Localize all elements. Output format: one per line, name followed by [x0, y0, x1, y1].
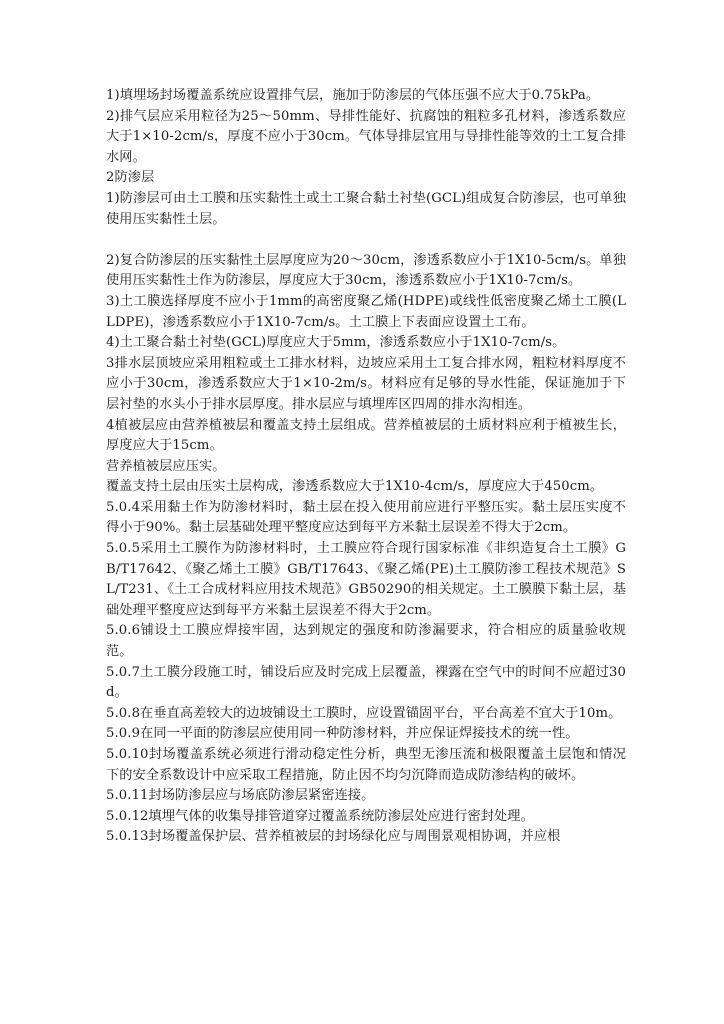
section-heading-impermeable-layer: 2防渗层 [106, 170, 155, 186]
paragraph-impermeable-composition: 1)防渗层可由土工膜和压实黏性土或土工聚合黏土衬垫(GCL)组成复合防渗层，也可单独使用压实黏性土层。 [106, 190, 626, 227]
paragraph-support-soil-layer: 覆盖支持土层由压实土层构成，渗透系数应大于1X10-4cm/s，厚度应大于450cm。 [106, 479, 604, 495]
paragraph-exhaust-layer-material: 2)排气层应采用粒径为25～50mm、导排性能好、抗腐蚀的粗粒多孔材料，渗透系数应大于1×10-2cm/s，厚度不应小于30cm。气体导排层宜用与导排性能等效的土工复合排水网。 [106, 108, 626, 165]
paragraph-5-0-7: 5.0.7土工膜分段施工时，铺设后应及时完成上层覆盖，裸露在空气中的时间不应超过30d。 [106, 664, 626, 701]
paragraph-vegetation-layer: 4植被层应由营养植被层和覆盖支持土层组成。营养植被层的土质材料应利于植被生长，厚度应大于15cm。 [106, 417, 626, 454]
paragraph-5-0-8: 5.0.8在垂直高差较大的边坡铺设土工膜时，应设置锚固平台，平台高差不宜大于10m。 [106, 705, 622, 721]
paragraph-5-0-12: 5.0.12填埋气体的收集导排管道穿过覆盖系统防渗层处应进行密封处理。 [106, 808, 534, 824]
document-body [106, 86, 626, 848]
paragraph-drainage-layer: 3排水层顶坡应采用粗粒或土工排水材料，边坡应采用土工复合排水网，粗粒材料厚度不应小于30cm，渗透系数应大于1×10-2m/s。材料应有足够的导水性能，保证施加于下层衬垫的水头小于排水层厚度。排水层应与填埋库区四周的排水沟相连。 [106, 355, 626, 412]
paragraph-exhaust-layer-pressure: 1)填埋场封场覆盖系统应设置排气层，施加于防渗层的气体压强不应大于0.75kPa。 [106, 88, 600, 103]
paragraph-5-0-4: 5.0.4采用黏土作为防渗材料时，黏土层在投入使用前应进行平整压实。黏土层压实度不得小于90%。黏土层基础处理平整度应达到每平方米黏土层误差不得大于2cm。 [106, 499, 626, 536]
paragraph-5-0-13: 5.0.13封场覆盖保护层、营养植被层的封场绿化应与周围景观相协调，并应根 [106, 829, 561, 845]
paragraph-5-0-6: 5.0.6铺设土工膜应焊接牢固，达到规定的强度和防渗漏要求，符合相应的质量验收规范。 [106, 623, 626, 660]
paragraph-5-0-10: 5.0.10封场覆盖系统必须进行滑动稳定性分析，典型无渗压流和极限覆盖土层饱和情况下的安全系数设计中应采取工程措施，防止因不均匀沉降而造成防渗结构的破坏。 [106, 747, 626, 783]
paragraph-geomembrane-selection: 3)土工膜选择厚度不应小于1mm的高密度聚乙烯(HDPE)或线性低密度聚乙烯土工膜(LLDPE)，渗透系数应小于1X10-7cm/s。土工膜上下表面应设置土工布。 [106, 293, 626, 330]
blank-line [106, 230, 626, 251]
paragraph-clay-layer-thickness: 2)复合防渗层的压实黏性土层厚度应为20～30cm，渗透系数应小于1X10-5cm/s。单独使用压实黏性土作为防渗层，厚度应大于30cm，渗透系数应小于1X10-7cm/s。 [106, 252, 626, 289]
paragraph-5-0-5: 5.0.5采用土工膜作为防渗材料时，土工膜应符合现行国家标准《非织造复合土工膜》GB/T17642、《聚乙烯土工膜》GB/T17643、《聚乙烯(PE)土工膜防渗工程技术规范》SL/T231、《土工合成材料应用技术规范》GB50290的相关规定。土工膜膜下黏土层，基础处理平整度应达到每平方米黏土层误差不得大于2cm。 [106, 541, 626, 618]
paragraph-vegetation-compaction: 营养植被层应压实。 [106, 458, 226, 474]
paragraph-gcl-thickness: 4)土工聚合黏土衬垫(GCL)厚度应大于5mm，渗透系数应小于1X10-7cm/s。 [106, 335, 566, 351]
paragraph-5-0-11: 5.0.11封场防渗层应与场底防渗层紧密连接。 [106, 788, 375, 804]
paragraph-5-0-9: 5.0.9在同一平面的防渗层应使用同一种防渗材料，并应保证焊接技术的统一性。 [106, 726, 579, 742]
